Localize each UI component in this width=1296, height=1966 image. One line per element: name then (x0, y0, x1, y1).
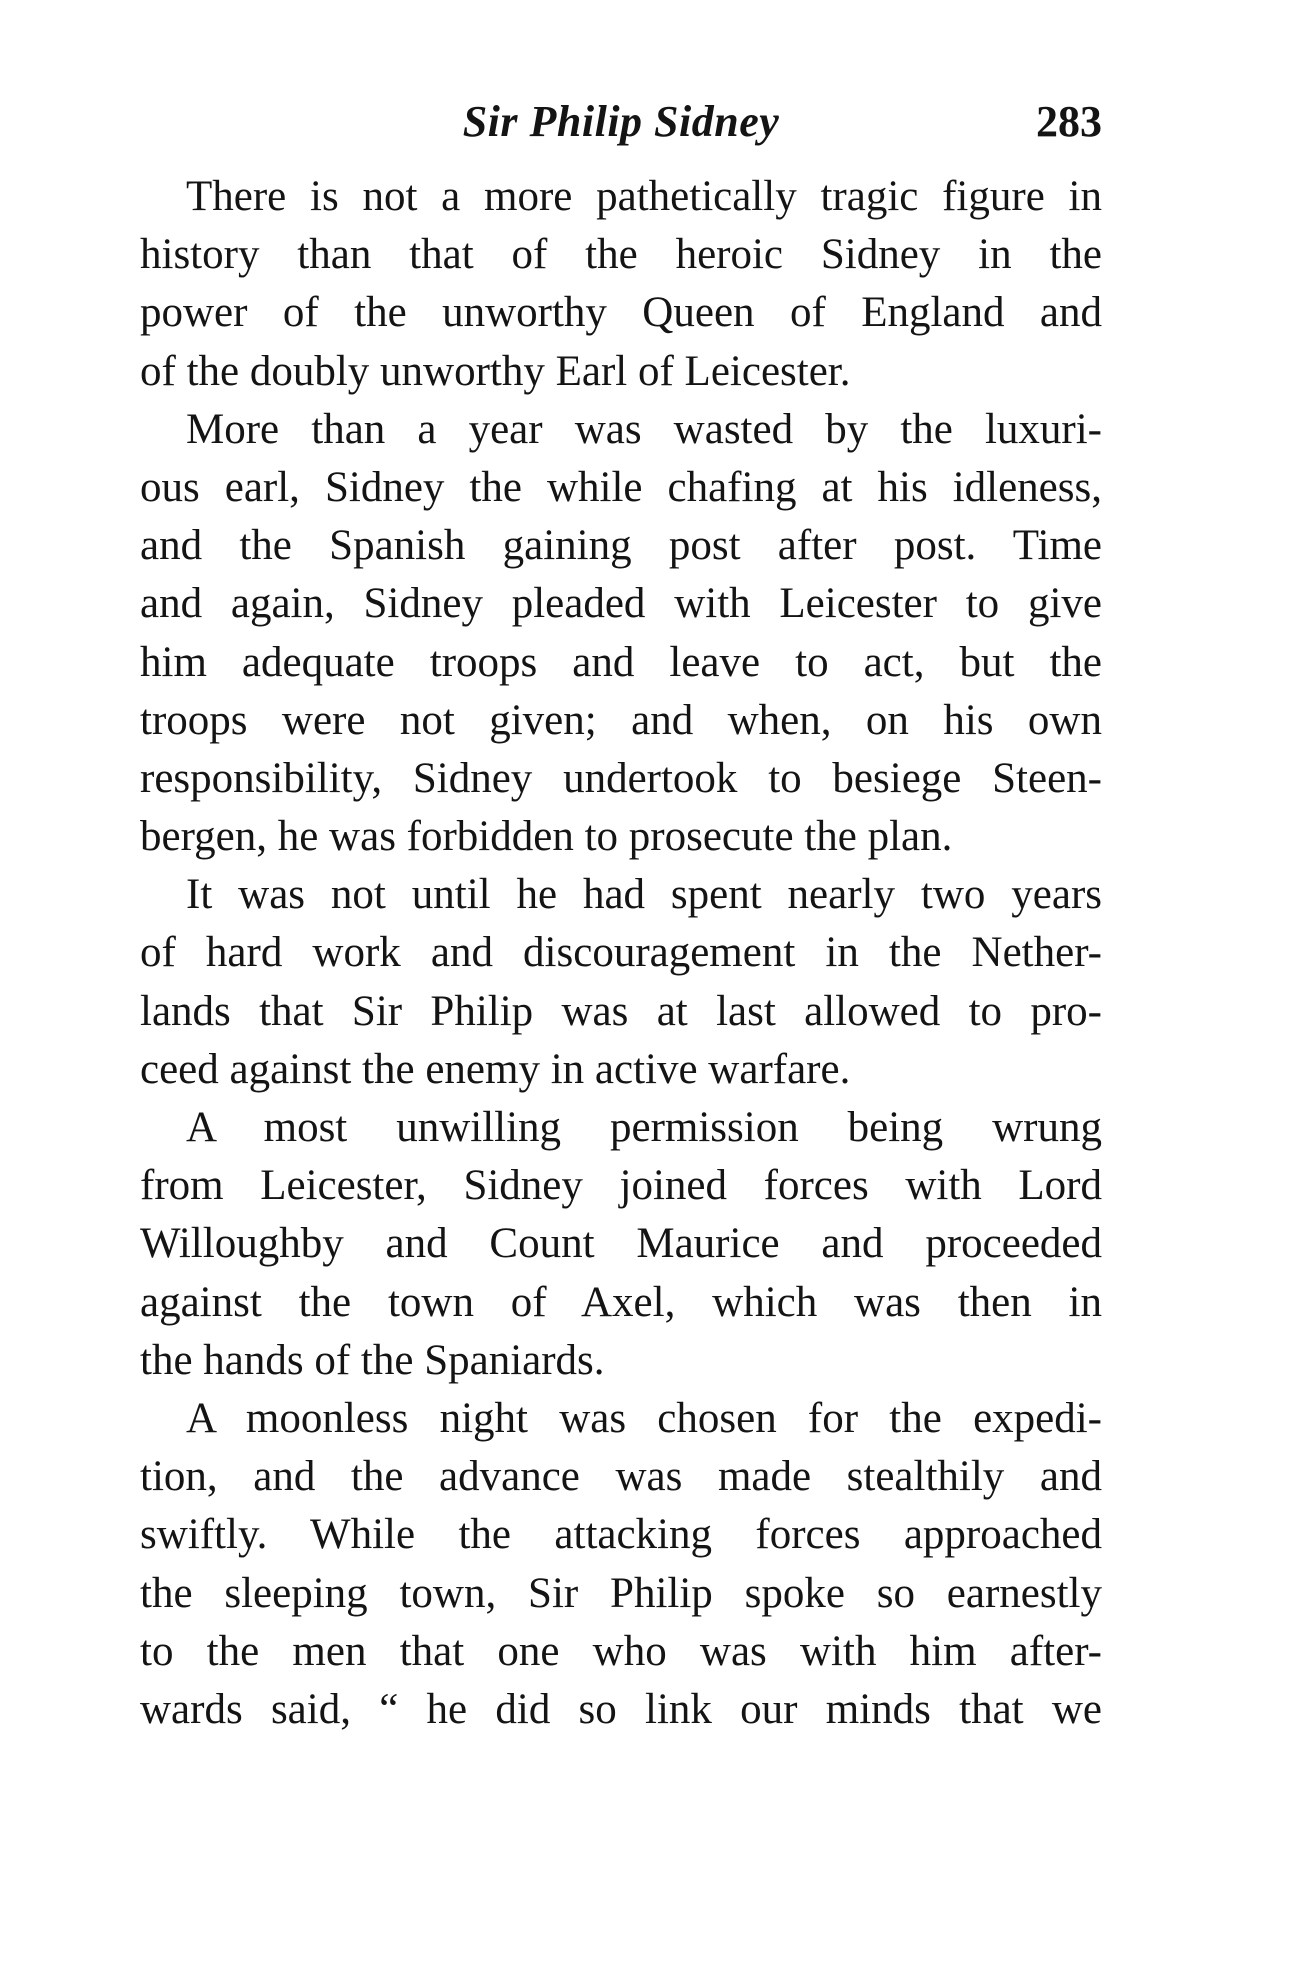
paragraph (140, 866, 1102, 1099)
text-line: to the men that one who was with him after- (140, 1627, 1102, 1675)
text-line: ceed against the enemy in active warfare. (140, 1045, 851, 1093)
text-line: the hands of the Spaniards. (140, 1336, 605, 1384)
text-line: Willoughby and Count Maurice and proceeded (140, 1220, 1102, 1268)
text-line: him adequate troops and leave to act, but the (140, 638, 1102, 686)
text-line: from Leicester, Sidney joined forces with Lord (140, 1162, 1102, 1210)
running-head-title: Sir Philip Sidney (462, 97, 780, 146)
text-line: power of the unworthy Queen of England and (140, 289, 1102, 337)
text-line: of hard work and discouragement in the Nether- (140, 929, 1102, 977)
text-line: and the Spanish gaining post after post. Time (140, 522, 1102, 570)
text-line: There is not a more pathetically tragic figure in (186, 173, 1102, 220)
text-line: A most unwilling permission being wrung (186, 1104, 1102, 1151)
text-line: troops were not given; and when, on his own (140, 696, 1102, 744)
text-line: responsibility, Sidney undertook to besiege Steen- (140, 754, 1102, 802)
text-line: against the town of Axel, which was then in (140, 1278, 1102, 1326)
text-line: tion, and the advance was made stealthily and (140, 1453, 1102, 1501)
text-line: the sleeping town, Sir Philip spoke so earnestly (140, 1569, 1102, 1617)
paragraph (140, 1099, 1102, 1390)
text-line: and again, Sidney pleaded with Leicester to give (140, 580, 1102, 628)
paragraph (140, 1390, 1102, 1739)
page-number: 283 (1036, 97, 1102, 146)
text-line: ous earl, Sidney the while chafing at his idleness, (140, 463, 1102, 511)
text-line: It was not until he had spent nearly two years (186, 871, 1102, 919)
text-line: More than a year was wasted by the luxuri- (186, 405, 1102, 453)
text-line: A moonless night was chosen for the expedi- (186, 1394, 1102, 1442)
running-head (140, 92, 1102, 162)
text-line: of the doubly unworthy Earl of Leicester. (140, 347, 851, 395)
text-line: lands that Sir Philip was at last allowed to pro- (140, 987, 1102, 1035)
text-line: wards said, “ he did so link our minds that we (140, 1685, 1102, 1733)
body-text (140, 168, 1102, 1739)
text-line: history than that of the heroic Sidney in the (140, 231, 1102, 279)
text-line: bergen, he was forbidden to prosecute the plan. (140, 813, 953, 861)
paragraph (140, 168, 1102, 401)
paragraph (140, 401, 1102, 867)
text-line: swiftly. While the attacking forces approached (140, 1511, 1102, 1559)
